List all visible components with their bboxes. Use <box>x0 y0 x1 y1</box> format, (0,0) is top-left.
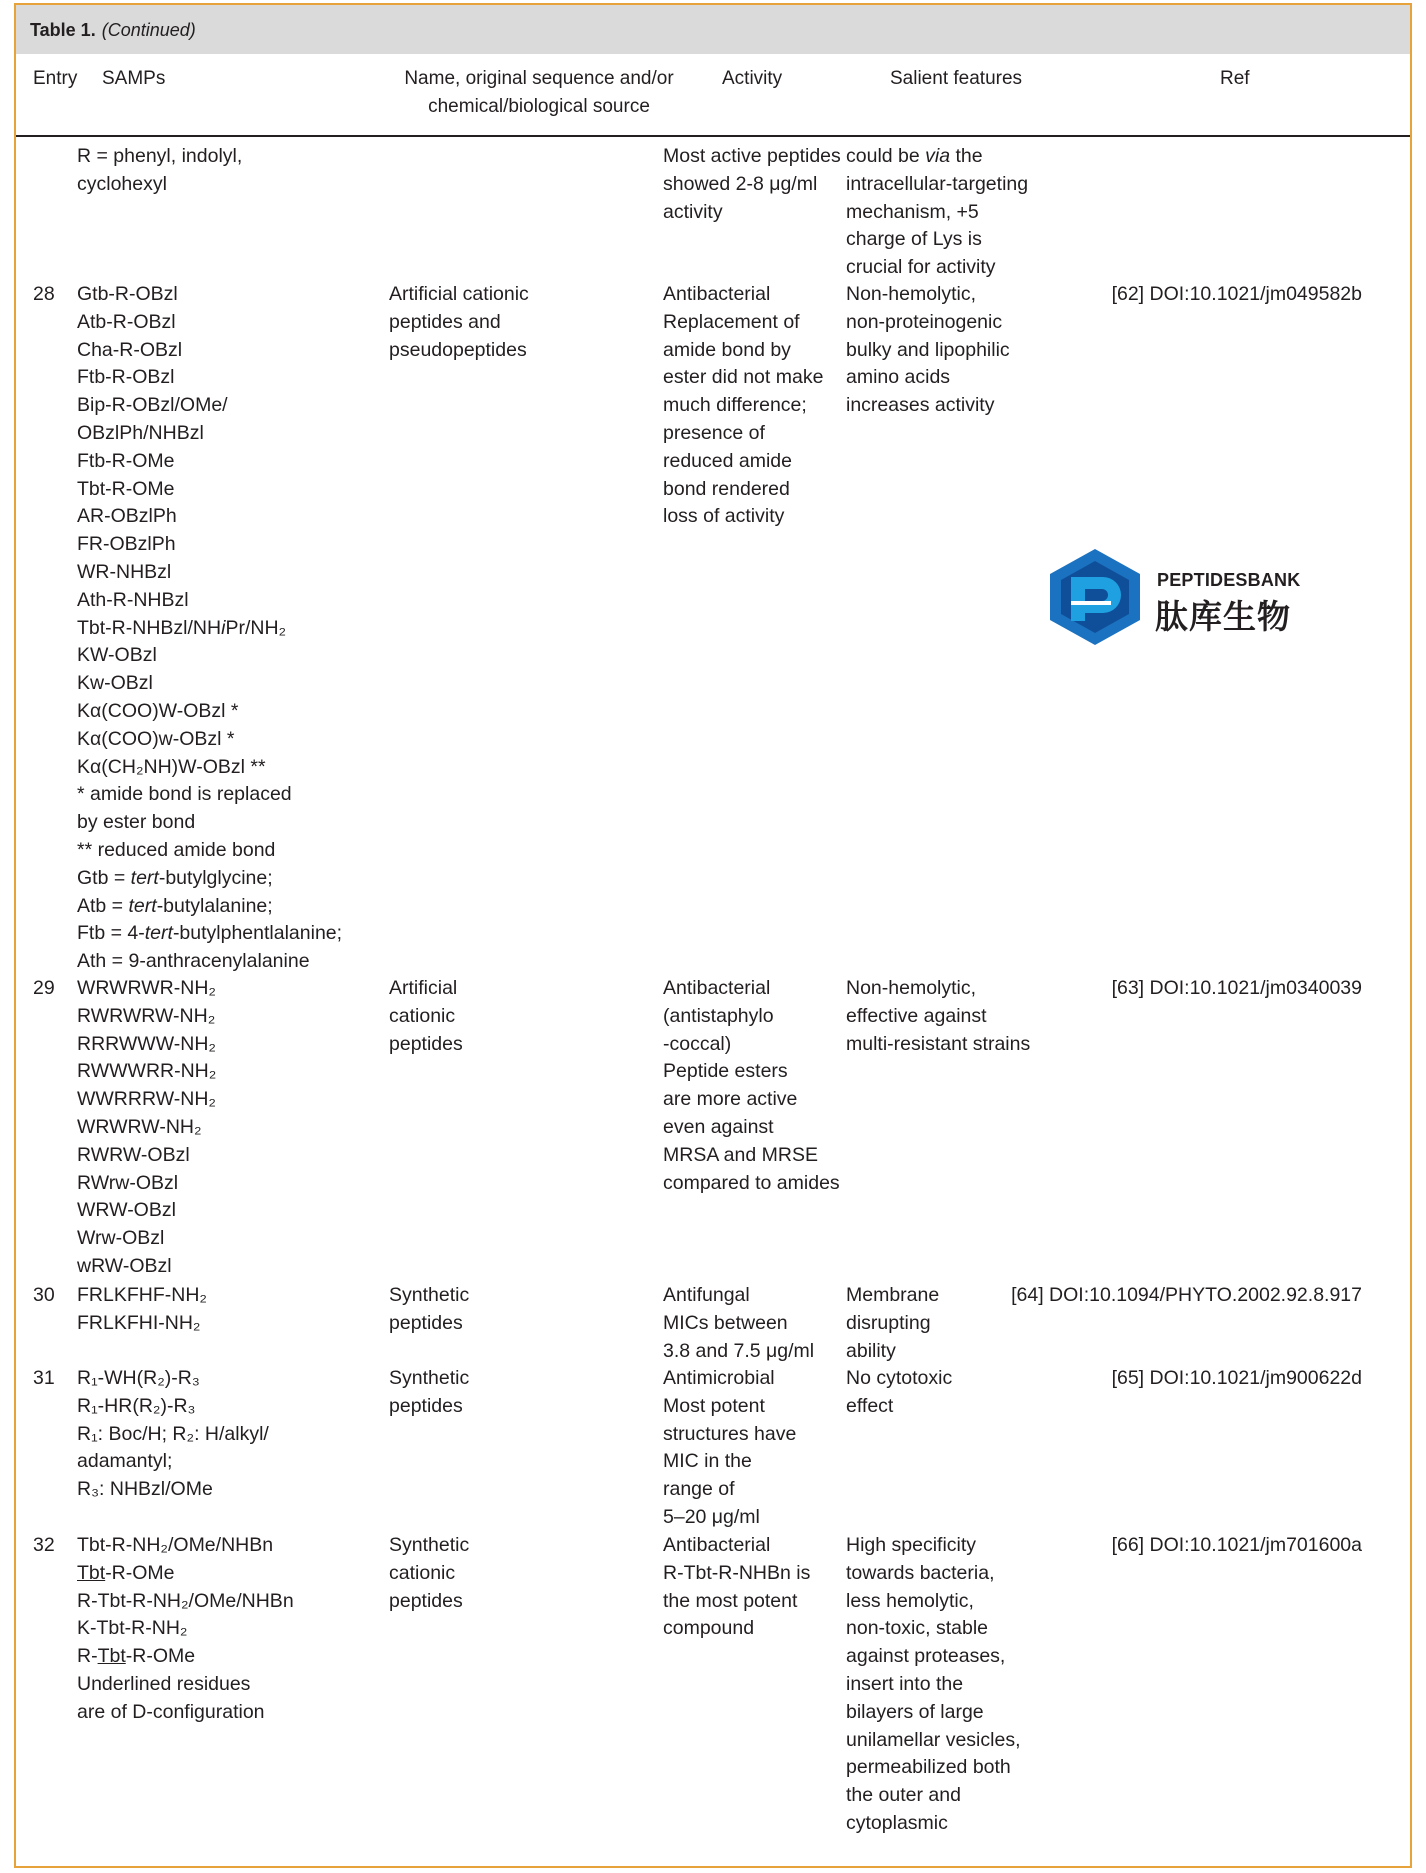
samps-cell-line: WRWRWR-NH₂ <box>77 977 216 999</box>
name-cell-line: Synthetic <box>389 1284 470 1306</box>
d-residue: Tbt <box>97 1645 126 1668</box>
samps-cell-line: Tbt-R-NHBzl/NHiPr/NH₂ <box>77 616 287 639</box>
samps-cell-line: Ath-R-NHBzl <box>77 588 189 611</box>
activity-cell-line: MICs between <box>663 1311 788 1334</box>
entry-cell: 30 <box>33 1284 55 1306</box>
samps-cell-line: R₁-WH(R₂)-R₃ <box>77 1367 200 1389</box>
name-cell-line: cationic <box>389 1561 456 1584</box>
features-cell-line: towards bacteria, <box>846 1561 995 1584</box>
samps-cell-line: Tbt-R-OMe <box>77 477 175 500</box>
features-cell-line: non-toxic, stable <box>846 1617 988 1640</box>
samps-cell <box>77 1365 269 1504</box>
features-cell-line: unilamellar vesicles, <box>846 1728 1021 1751</box>
samps-cell-line: FR-OBzlPh <box>77 533 176 556</box>
samps-cell-line: OBzlPh/NHBzl <box>77 421 204 444</box>
samps-cell-line: ** reduced amide bond <box>77 838 276 861</box>
caption-continued: (Continued) <box>101 20 196 40</box>
samps-cell-line: FRLKFHF-NH₂ <box>77 1284 207 1306</box>
name-cell-line: Synthetic <box>389 1534 470 1556</box>
features-cell-line: permeabilized both <box>846 1756 1011 1779</box>
d-residue: Tbt <box>77 1561 106 1584</box>
features-cell-line: cytoplasmic <box>846 1811 948 1834</box>
features-cell <box>846 1365 952 1421</box>
samps-cell-line: Gtb = tert-butylglycine; <box>77 866 273 889</box>
activity-cell-line: bond rendered <box>663 477 790 500</box>
header-name-line1: Name, original sequence and/or <box>404 68 674 89</box>
features-cell-line: bilayers of large <box>846 1700 984 1723</box>
features-cell-line: intracellular-targeting <box>846 172 1029 195</box>
header-entry: Entry <box>33 68 78 89</box>
samps-cell-line: WRW-OBzl <box>77 1199 176 1222</box>
name-cell-line: peptides <box>389 1032 463 1055</box>
name-cell-line: Artificial <box>389 977 458 999</box>
logo-cjk-text: 肽库生物 <box>1155 598 1291 635</box>
features-cell-line: less hemolytic, <box>846 1589 974 1612</box>
samps-cell-line: Cha-R-OBzl <box>77 338 183 361</box>
header-rule <box>16 135 1410 137</box>
features-cell-line: increases activity <box>846 394 995 417</box>
samps-cell-line: FRLKFHI-NH₂ <box>77 1311 201 1334</box>
features-cell-line: could be via the <box>846 145 983 167</box>
samps-cell-line: are of D-configuration <box>77 1700 265 1723</box>
features-cell-line: No cytotoxic <box>846 1367 953 1389</box>
features-cell-line: ability <box>846 1339 896 1362</box>
samps-cell-line: R₃: NHBzl/OMe <box>77 1478 213 1501</box>
activity-cell-line: 3.8 and 7.5 μg/ml <box>663 1339 815 1362</box>
samps-cell-line: WR-NHBzl <box>77 560 172 583</box>
samps-cell-line: Kα(CH₂NH)W-OBzl ** <box>77 755 266 778</box>
activity-cell-line: the most potent <box>663 1589 798 1612</box>
samps-cell-line: * amide bond is replaced <box>77 783 292 806</box>
name-cell-line: peptides <box>389 1589 463 1612</box>
samps-cell-line: Ftb-R-OMe <box>77 449 175 472</box>
activity-cell-line: MRSA and MRSE <box>663 1143 818 1166</box>
caption-label: Table 1. <box>30 20 96 40</box>
features-cell-line: non-proteinogenic <box>846 310 1003 333</box>
features-cell-line: amino acids <box>846 366 951 389</box>
samps-cell <box>77 975 216 1281</box>
activity-cell <box>663 975 840 1197</box>
features-cell-line: insert into the <box>846 1672 964 1695</box>
samps-cell-line: Tbt-R-OMe <box>77 1561 175 1584</box>
activity-cell <box>663 281 823 531</box>
hexagon-logo-icon <box>1047 547 1143 647</box>
samps-cell-line: Kw-OBzl <box>77 672 153 695</box>
samps-cell-line: RWWWRR-NH₂ <box>77 1060 217 1083</box>
features-cell-line: multi-resistant strains <box>846 1032 1031 1055</box>
name-cell <box>389 975 463 1058</box>
samps-cell-line: Tbt-R-NH₂/OMe/NHBn <box>77 1534 274 1556</box>
entry-cell: 29 <box>33 977 55 999</box>
features-cell-line: crucial for activity <box>846 256 996 279</box>
samps-cell-line: RWRWRW-NH₂ <box>77 1004 216 1027</box>
activity-cell-line: R-Tbt-R-NHBn is <box>663 1561 811 1584</box>
samps-cell-line: AR-OBzlPh <box>77 505 177 528</box>
ref-cell: [66] DOI:10.1021/jm701600a <box>1111 1534 1362 1556</box>
samps-cell-line: R = phenyl, indolyl, <box>77 145 243 167</box>
features-cell-line: Non-hemolytic, <box>846 283 977 305</box>
activity-cell-line: Antimicrobial <box>663 1367 775 1389</box>
activity-cell-line: range of <box>663 1478 735 1501</box>
activity-cell-line: compound <box>663 1617 755 1640</box>
entry-cell: 31 <box>33 1367 55 1389</box>
activity-cell <box>663 1532 810 1643</box>
header-ref: Ref <box>1220 68 1250 89</box>
samps-cell-line: Ftb-R-OBzl <box>77 366 175 389</box>
features-cell <box>846 281 1010 420</box>
activity-cell <box>663 1365 796 1532</box>
samps-cell-line: Ath = 9-anthracenylalanine <box>77 950 310 973</box>
samps-cell-line: R₁-HR(R₂)-R₃ <box>77 1394 196 1417</box>
header-samps: SAMPs <box>102 68 166 89</box>
samps-cell-line: adamantyl; <box>77 1450 173 1473</box>
ref-cell: [65] DOI:10.1021/jm900622d <box>1111 1367 1362 1389</box>
activity-cell-line: ester did not make <box>663 366 824 389</box>
entry-cell: 32 <box>33 1534 55 1556</box>
logo-latin-text: PEPTIDESBANK <box>1157 570 1301 590</box>
features-cell-line: the outer and <box>846 1784 961 1807</box>
ref-cell: [63] DOI:10.1021/jm0340039 <box>1111 977 1362 999</box>
features-cell-line: disrupting <box>846 1311 931 1334</box>
samps-cell-line: Gtb-R-OBzl <box>77 283 178 305</box>
name-cell <box>389 281 529 364</box>
samps-cell-line: Underlined residues <box>77 1672 251 1695</box>
activity-cell-line: structures have <box>663 1422 797 1445</box>
activity-cell-line: even against <box>663 1115 774 1138</box>
samps-cell <box>77 281 342 976</box>
name-cell-line: peptides <box>389 1394 463 1417</box>
samps-cell-line: wRW-OBzl <box>77 1254 172 1277</box>
caption-bar <box>16 5 1410 54</box>
activity-cell-line: are more active <box>663 1088 798 1111</box>
activity-cell-line: much difference; <box>663 394 807 417</box>
samps-cell-line: KW-OBzl <box>77 644 157 667</box>
features-cell-line: mechanism, +5 <box>846 200 979 223</box>
header-features: Salient features <box>890 68 1023 89</box>
activity-cell-line: Antibacterial <box>663 283 771 305</box>
samps-cell-line: WWRRRW-NH₂ <box>77 1088 216 1111</box>
features-cell-line: effect <box>846 1394 894 1417</box>
activity-cell-line: amide bond by <box>663 338 791 361</box>
samps-cell-line: by ester bond <box>77 811 196 834</box>
samps-cell <box>77 1532 294 1727</box>
samps-cell <box>77 1282 207 1338</box>
activity-cell-line: showed 2-8 μg/ml <box>663 172 818 195</box>
entry-cell: 28 <box>33 283 55 305</box>
samps-cell-line: Kα(COO)w-OBzl * <box>77 727 235 750</box>
header-name-line2: chemical/biological source <box>428 96 650 117</box>
samps-cell-line: R-Tbt-R-NH₂/OMe/NHBn <box>77 1589 294 1612</box>
activity-cell-line: Replacement of <box>663 310 800 333</box>
name-cell-line: cationic <box>389 1004 456 1027</box>
features-cell-line: bulky and lipophilic <box>846 338 1010 361</box>
samps-cell-line: Atb-R-OBzl <box>77 310 176 333</box>
activity-cell-line: activity <box>663 200 723 223</box>
samps-cell-line: Atb = tert-butylalanine; <box>77 894 273 917</box>
name-cell-line: peptides <box>389 1311 463 1334</box>
activity-cell-line: 5–20 μg/ml <box>663 1505 760 1528</box>
activity-cell-line: reduced amide <box>663 449 792 472</box>
header-activity: Activity <box>722 68 783 89</box>
name-cell <box>389 1365 469 1421</box>
activity-cell-line: (antistaphylo <box>663 1004 774 1027</box>
features-cell-line: Non-hemolytic, <box>846 977 977 999</box>
name-cell-line: Artificial cationic <box>389 283 529 305</box>
samps-cell-line: RWrw-OBzl <box>77 1171 179 1194</box>
name-cell-line: Synthetic <box>389 1367 470 1389</box>
samps-cell-line: K-Tbt-R-NH₂ <box>77 1617 188 1640</box>
features-cell <box>846 975 1030 1058</box>
name-cell-line: pseudopeptides <box>389 338 527 361</box>
activity-cell-line: Antibacterial <box>663 977 771 999</box>
activity-cell <box>663 1282 814 1365</box>
activity-cell-line: presence of <box>663 421 765 444</box>
samps-cell-line: RRRWWW-NH₂ <box>77 1032 216 1055</box>
activity-cell-line: loss of activity <box>663 505 785 528</box>
samps-cell-line: WRWRW-NH₂ <box>77 1115 202 1138</box>
features-cell <box>846 143 1028 282</box>
peptidesbank-logo <box>1047 547 1301 647</box>
features-cell-line: High specificity <box>846 1534 977 1556</box>
ref-cell: [62] DOI:10.1021/jm049582b <box>1111 283 1362 305</box>
name-cell <box>389 1532 469 1615</box>
activity-cell-line: Antifungal <box>663 1284 750 1306</box>
samps-cell-line: Wrw-OBzl <box>77 1227 165 1250</box>
features-cell <box>846 1282 939 1365</box>
activity-cell-line: compared to amides <box>663 1171 840 1194</box>
header-name <box>389 65 689 121</box>
samps-cell-line: R₁: Boc/H; R₂: H/alkyl/ <box>77 1422 269 1445</box>
samps-cell-line: Ftb = 4-tert-butylphentlalanine; <box>77 922 343 945</box>
samps-cell <box>77 143 242 199</box>
activity-cell-line: Most active peptides <box>663 145 841 167</box>
features-cell-line: Membrane <box>846 1284 940 1306</box>
activity-cell-line: Peptide esters <box>663 1060 788 1083</box>
activity-cell-line: -coccal) <box>663 1032 732 1055</box>
features-cell-line: effective against <box>846 1004 987 1027</box>
features-cell-line: against proteases, <box>846 1645 1006 1668</box>
activity-cell-line: Antibacterial <box>663 1534 771 1556</box>
table-page <box>14 3 1412 1868</box>
samps-cell-line: RWRW-OBzl <box>77 1143 190 1166</box>
name-cell-line: peptides and <box>389 310 501 333</box>
activity-cell <box>663 143 841 226</box>
activity-cell-line: MIC in the <box>663 1450 752 1473</box>
activity-cell-line: Most potent <box>663 1394 765 1417</box>
features-cell-line: charge of Lys is <box>846 228 982 251</box>
samps-cell-line: Bip-R-OBzl/OMe/ <box>77 394 228 417</box>
samps-cell-line: Kα(COO)W-OBzl * <box>77 699 239 722</box>
samps-cell-line: R-Tbt-R-OMe <box>77 1645 196 1668</box>
features-cell <box>846 1532 1020 1838</box>
ref-cell: [64] DOI:10.1094/PHYTO.2002.92.8.917 <box>1011 1284 1362 1306</box>
samps-cell-line: cyclohexyl <box>77 172 167 195</box>
name-cell <box>389 1282 469 1338</box>
table-caption <box>30 20 196 41</box>
